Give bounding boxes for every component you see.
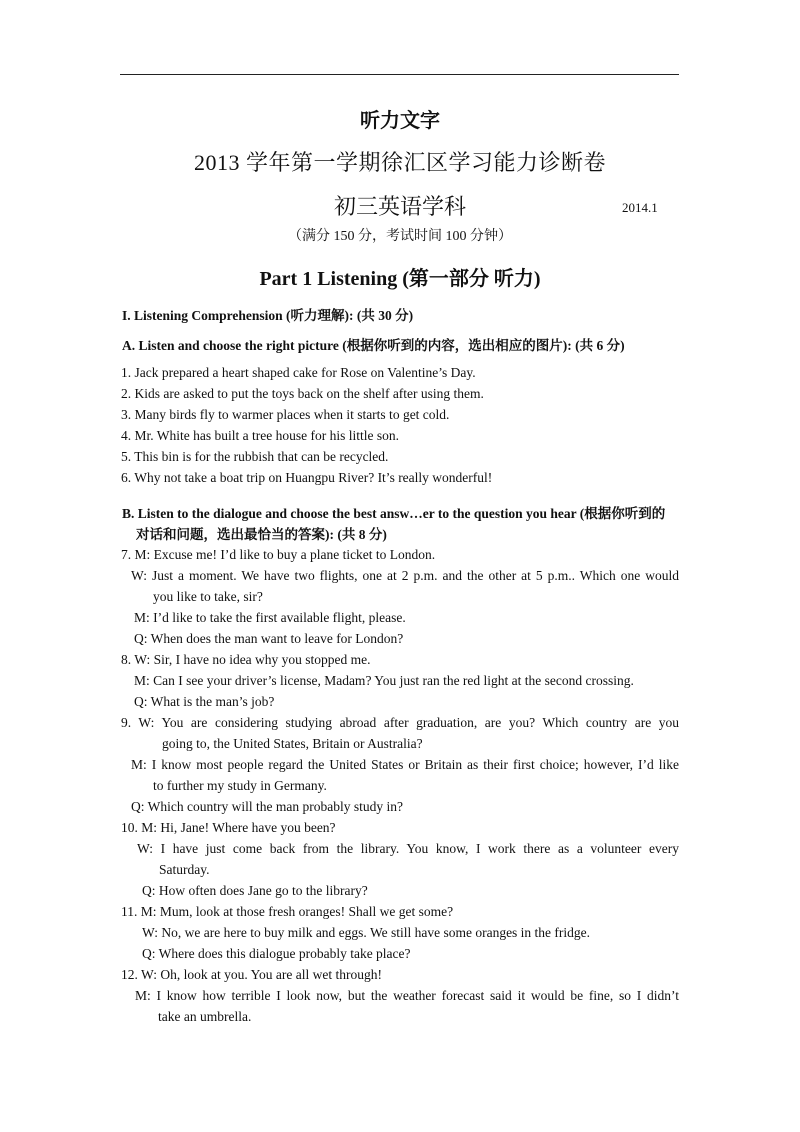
section-a-item: 1. Jack prepared a heart shaped cake for Rose on Valentine’s Day. [121,365,476,380]
dialogue-line: M: I know most people regard the United States or Britain as their first choice; however, I’d like [131,757,679,772]
dialogue-line: Q: Where does this dialogue probably take place? [142,946,411,961]
dialogue-line: 11. M: Mum, look at those fresh oranges! Shall we get some? [121,904,454,919]
section-a-item: 5. This bin is for the rubbish that can be recycled. [121,449,389,464]
dialogue-line: Saturday. [159,862,210,877]
section-a-item: 2. Kids are asked to put the toys back on the shelf after using them. [121,386,484,401]
dialogue-line: 12. W: Oh, look at you. You are all wet through! [121,967,382,982]
dialogue-line: 10. M: Hi, Jane! Where have you been? [121,820,336,835]
section-b-title-line2: 对话和问题，选出最恰当的答案): (共 8 分) [136,527,387,542]
dialogue-line: Q: When does the man want to leave for London? [134,631,404,646]
dialogue-line: 7. M: Excuse me! I’d like to buy a plane ticket to London. [121,547,436,562]
dialogue-line: 9. W: You are considering studying abroad after graduation, are you? Which country are you [121,715,679,730]
dialogue-line: M: Can I see your driver’s license, Madam? You just ran the red light at the second crossing. [134,673,634,688]
dialogue-line: W: Just a moment. We have two flights, one at 2 p.m. and the other at 5 p.m.. Which one would [131,568,679,583]
listening-text-heading: 听力文字 [360,108,440,132]
section-a-item: 3. Many birds fly to warmer places when it starts to get cold. [121,407,450,422]
dialogue-line: W: I have just come back from the library. You know, I work there as a volunteer every [137,841,679,856]
dialogue-line: M: I know how terrible I look now, but the weather forecast said it would be fine, so I didn’t [135,988,679,1003]
dialogue-line: to further my study in Germany. [153,778,327,793]
dialogue-line: take an umbrella. [158,1009,252,1024]
score-time-note: （满分 150 分，考试时间 100 分钟） [288,229,512,244]
dialogue-line: Q: Which country will the man probably study in? [131,799,403,814]
section-a-item: 4. Mr. White has built a tree house for his little son. [121,428,399,443]
section-b-title-line1: B. Listen to the dialogue and choose the best answ…er to the question you hear (根据你听到的 [122,506,666,521]
dialogue-line: Q: What is the man’s job? [134,694,275,709]
dialogue-line: Q: How often does Jane go to the library? [142,883,368,898]
dialogue-line: you like to take, sir? [153,589,263,604]
subject-title: 初三英语学科 [333,194,466,219]
section-a-item: 6. Why not take a boat trip on Huangpu River? It’s really wonderful! [121,470,493,485]
top-rule [120,74,679,75]
part-title: Part 1 Listening (第一部分 听力) [259,268,541,290]
exam-date: 2014.1 [622,200,658,215]
dialogue-line: M: I’d like to take the first available flight, please. [134,610,406,625]
dialogue-line: W: No, we are here to buy milk and eggs. We still have some oranges in the fridge. [142,925,591,940]
section-i-title: I. Listening Comprehension (听力理解): (共 30 分) [122,308,414,323]
section-a-title: A. Listen and choose the right picture (根据你听到的内容，选出相应的图片): (共 6 分) [122,338,625,353]
dialogue-line: 8. W: Sir, I have no idea why you stopped me. [121,652,371,667]
exam-title: 2013 学年第一学期徐汇区学习能力诊断卷 [193,150,606,175]
dialogue-line: going to, the United States, Britain or Australia? [162,736,423,751]
